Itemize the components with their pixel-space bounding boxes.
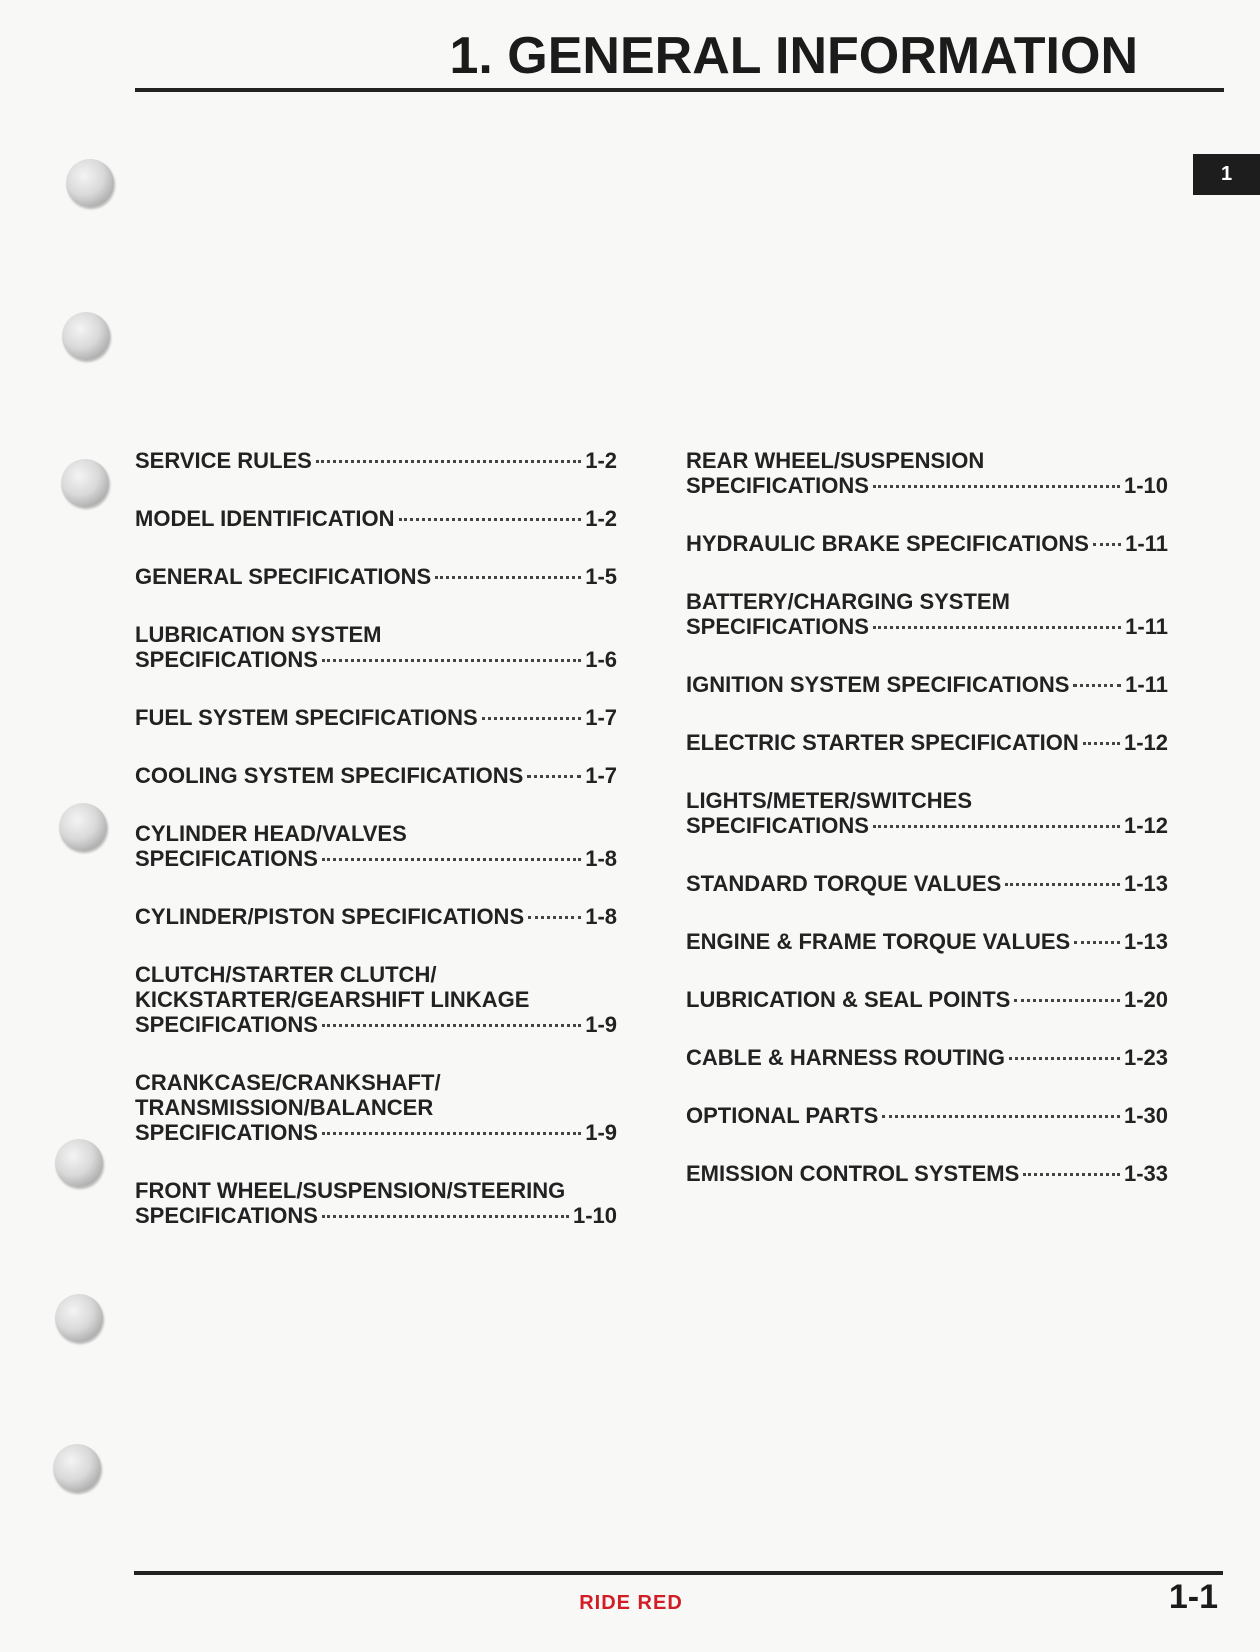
toc-entry-title-line: CRANKCASE/CRANKSHAFT/ [135, 1070, 441, 1095]
toc-entry-page: 1-6 [585, 647, 617, 672]
dot-leader [528, 916, 581, 919]
toc-entry-leader-line [135, 846, 617, 871]
toc-entry-leader-line [135, 1012, 617, 1037]
dot-leader [1014, 999, 1120, 1002]
toc-entry-page: 1-2 [585, 448, 617, 473]
toc-entry-page: 1-11 [1125, 614, 1168, 639]
toc-entry[interactable] [135, 506, 617, 531]
toc-entry[interactable] [135, 1070, 617, 1145]
dot-leader [316, 460, 581, 463]
dot-leader [322, 1215, 569, 1218]
dot-leader [482, 717, 582, 720]
dot-leader [1083, 742, 1120, 745]
toc-entry-page: 1-13 [1123, 929, 1168, 954]
toc-entry[interactable] [686, 448, 1168, 498]
toc-entry-leader-line [135, 763, 617, 788]
toc-entry-title-line: KICKSTARTER/GEARSHIFT LINKAGE [135, 987, 530, 1012]
toc-entry[interactable] [686, 531, 1168, 556]
toc-entry-title: ENGINE & FRAME TORQUE VALUES [686, 929, 1071, 954]
toc-entry-page: 1-9 [585, 1120, 617, 1145]
toc-entry[interactable] [686, 1045, 1168, 1070]
toc-entry-leader-line [686, 987, 1168, 1012]
toc-entry-title: SPECIFICATIONS [135, 1120, 318, 1145]
toc-entry-leader-line [135, 1120, 617, 1145]
toc-entry-title-line: TRANSMISSION/BALANCER [135, 1095, 434, 1120]
toc-entry[interactable] [135, 705, 617, 730]
toc-entry-leader-line [686, 813, 1168, 838]
toc-entry-title: GENERAL SPECIFICATIONS [135, 564, 432, 589]
binder-hole [66, 159, 114, 207]
toc-entry-title: HYDRAULIC BRAKE SPECIFICATIONS [686, 531, 1089, 556]
toc-entry-page: 1-7 [585, 763, 617, 788]
toc-entry-title: CABLE & HARNESS ROUTING [686, 1045, 1006, 1070]
dot-leader [527, 775, 581, 778]
toc-entry-title-line: LUBRICATION SYSTEM [135, 622, 382, 647]
toc-entry[interactable] [686, 730, 1168, 755]
binder-hole [62, 312, 110, 360]
toc-entry[interactable] [135, 763, 617, 788]
toc-entry[interactable] [686, 871, 1168, 896]
toc-entry-page: 1-12 [1123, 813, 1168, 838]
toc-entry-title: ELECTRIC STARTER SPECIFICATION [686, 730, 1079, 755]
toc-entry-leader-line [686, 1103, 1168, 1128]
dot-leader [322, 858, 581, 861]
toc-entry-leader-line [686, 871, 1168, 896]
toc-entry-title: STANDARD TORQUE VALUES [686, 871, 1002, 896]
toc-entry[interactable] [135, 564, 617, 589]
dot-leader [873, 626, 1121, 629]
toc-entry-title: IGNITION SYSTEM SPECIFICATIONS [686, 672, 1070, 697]
dot-leader [322, 1024, 581, 1027]
dot-leader [1093, 543, 1121, 546]
toc-entry-title-line: BATTERY/CHARGING SYSTEM [686, 589, 1010, 614]
toc-entry-page: 1-5 [585, 564, 617, 589]
toc-entry-leader-line [686, 730, 1168, 755]
toc-entry-title: COOLING SYSTEM SPECIFICATIONS [135, 763, 524, 788]
toc-entry-title: SERVICE RULES [135, 448, 312, 473]
toc-entry-leader-line [686, 929, 1168, 954]
brand-logo: RIDE RED [579, 1592, 683, 1614]
toc-entry-leader-line [686, 614, 1168, 639]
toc-entry-leader-line [135, 506, 617, 531]
toc-entry-page: 1-20 [1123, 987, 1168, 1012]
toc-entry[interactable] [135, 962, 617, 1037]
toc-entry-page: 1-11 [1125, 531, 1168, 556]
toc-entry-leader-line [686, 473, 1168, 498]
toc-entry-page: 1-23 [1123, 1045, 1168, 1070]
toc-entry[interactable] [135, 1178, 617, 1228]
dot-leader [1009, 1057, 1120, 1060]
toc-right-column [686, 448, 1168, 1219]
toc-entry-leader-line [686, 1161, 1168, 1186]
toc-entry-title: SPECIFICATIONS [686, 473, 869, 498]
toc-entry-title: EMISSION CONTROL SYSTEMS [686, 1161, 1020, 1186]
dot-leader [873, 825, 1120, 828]
toc-entry[interactable] [135, 821, 617, 871]
footer-rule [134, 1571, 1223, 1575]
toc-left-column [135, 448, 617, 1261]
dot-leader [1073, 684, 1121, 687]
toc-entry-page: 1-2 [585, 506, 617, 531]
header-rule [135, 88, 1224, 92]
toc-entry[interactable] [686, 672, 1168, 697]
toc-entry-page: 1-10 [572, 1203, 617, 1228]
toc-entry-leader-line [686, 531, 1168, 556]
toc-entry-title: FUEL SYSTEM SPECIFICATIONS [135, 705, 478, 730]
toc-entry-title-line: LIGHTS/METER/SWITCHES [686, 788, 972, 813]
binder-hole [61, 459, 109, 507]
toc-entry-leader-line [135, 1203, 617, 1228]
toc-entry[interactable] [686, 987, 1168, 1012]
toc-entry-page: 1-8 [585, 904, 617, 929]
toc-entry-title: OPTIONAL PARTS [686, 1103, 879, 1128]
toc-entry[interactable] [135, 622, 617, 672]
toc-entry-leader-line [135, 448, 617, 473]
toc-entry-title-line: CYLINDER HEAD/VALVES [135, 821, 407, 846]
toc-entry[interactable] [135, 904, 617, 929]
toc-entry-title: LUBRICATION & SEAL POINTS [686, 987, 1011, 1012]
toc-entry-page: 1-9 [585, 1012, 617, 1037]
toc-entry-leader-line [686, 672, 1168, 697]
toc-entry-title: SPECIFICATIONS [135, 846, 318, 871]
toc-entry-leader-line [135, 647, 617, 672]
binder-hole [59, 803, 107, 851]
toc-entry-page: 1-10 [1123, 473, 1168, 498]
toc-entry-page: 1-12 [1123, 730, 1168, 755]
toc-entry-title: SPECIFICATIONS [135, 647, 318, 672]
binder-hole [53, 1444, 101, 1492]
binder-hole [55, 1139, 103, 1187]
page-title: 1. GENERAL INFORMATION [449, 27, 1138, 85]
toc-entry[interactable] [686, 589, 1168, 639]
toc-entry-leader-line [135, 904, 617, 929]
toc-entry-title: SPECIFICATIONS [135, 1203, 318, 1228]
toc-entry-title: MODEL IDENTIFICATION [135, 506, 395, 531]
toc-entry-title: CYLINDER/PISTON SPECIFICATIONS [135, 904, 525, 929]
toc-entry-page: 1-8 [585, 846, 617, 871]
dot-leader [435, 576, 581, 579]
toc-entry-leader-line [135, 564, 617, 589]
page-number: 1-1 [1168, 1578, 1218, 1616]
dot-leader [1074, 941, 1120, 944]
dot-leader [322, 659, 581, 662]
toc-entry[interactable] [686, 929, 1168, 954]
toc-entry-page: 1-30 [1123, 1103, 1168, 1128]
toc-entry-title-line: FRONT WHEEL/SUSPENSION/STEERING [135, 1178, 566, 1203]
toc-entry[interactable] [135, 448, 617, 473]
toc-entry-page: 1-13 [1123, 871, 1168, 896]
dot-leader [882, 1115, 1120, 1118]
toc-entry-title: SPECIFICATIONS [686, 614, 869, 639]
dot-leader [1023, 1173, 1120, 1176]
toc-entry[interactable] [686, 1103, 1168, 1128]
toc-entry-page: 1-7 [585, 705, 617, 730]
toc-entry[interactable] [686, 788, 1168, 838]
toc-entry-title-line: REAR WHEEL/SUSPENSION [686, 448, 985, 473]
toc-entry-title: SPECIFICATIONS [135, 1012, 318, 1037]
toc-entry-page: 1-33 [1123, 1161, 1168, 1186]
toc-entry-leader-line [686, 1045, 1168, 1070]
dot-leader [322, 1132, 581, 1135]
dot-leader [399, 518, 582, 521]
dot-leader [1005, 883, 1120, 886]
toc-entry-leader-line [135, 705, 617, 730]
toc-entry-page: 1-11 [1125, 672, 1168, 697]
section-tab[interactable]: 1 [1193, 154, 1260, 195]
toc-entry-title: SPECIFICATIONS [686, 813, 869, 838]
toc-entry[interactable] [686, 1161, 1168, 1186]
toc-entry-title-line: CLUTCH/STARTER CLUTCH/ [135, 962, 437, 987]
binder-hole [55, 1294, 103, 1342]
dot-leader [873, 485, 1120, 488]
